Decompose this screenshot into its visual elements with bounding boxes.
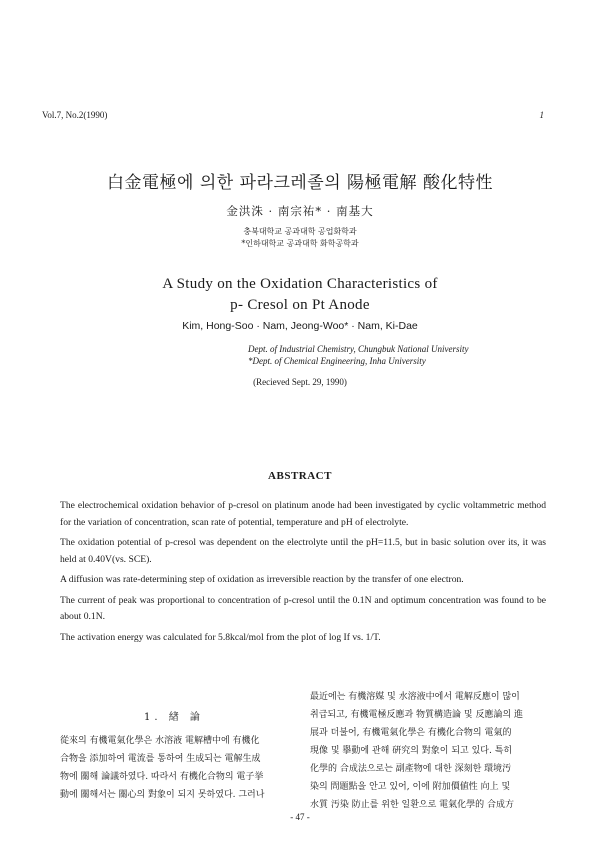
body-line: 現像 및 擧動에 관해 硏究의 對象이 되고 있다. 특히	[310, 746, 513, 756]
abstract-heading: ABSTRACT	[268, 470, 332, 482]
abstract-paragraph: The activation energy was calculated for 5.8kcal/mol from the plot of log If vs. 1/T.	[60, 631, 381, 643]
abstract-body	[60, 498, 546, 650]
page-number-top: 1	[539, 110, 544, 120]
body-line: 最近에는 有機溶媒 및 水溶液中에서 電解反應이 많이	[310, 692, 520, 702]
authors-english: Kim, Hong-Soo · Nam, Jeong-Woo* · Nam, Ki-Dae	[182, 320, 418, 332]
body-line: 化學的 合成法으로는 副產物에 대한 深刻한 環境汚	[310, 764, 512, 774]
body-line: 展과 더불어, 有機電氣化學은 有機化合物의 電氣的	[310, 728, 512, 738]
received-date: (Recieved Sept. 29, 1990)	[253, 377, 347, 387]
body-line: 物에 關해 論議하였다. 따라서 有機化合物의 電子挙	[60, 772, 264, 782]
body-line: 動에 關해서는 關心의 對象이 되지 못하였다. 그러나	[60, 790, 265, 800]
abstract-paragraph: The oxidation potential of p-cresol was dependent on the electrolyte until the pH=11.5, but in basic solution over its, it was held at 0.40V(vs. SCE).	[60, 537, 546, 565]
journal-citation: Vol.7, No.2(1990)	[42, 110, 108, 120]
affiliation-korean-1: 충북대학교 공과대학 공업화학과	[243, 227, 357, 236]
affiliation-english-2: *Dept. of Chemical Engineering, Inha University	[248, 356, 426, 366]
body-line: 染의 問題點을 안고 있어, 이에 附加價値性 向上 및	[310, 782, 511, 792]
title-english-line-2: p- Cresol on Pt Anode	[230, 297, 370, 313]
title-english-line-1: A Study on the Oxidation Characteristics of	[162, 276, 438, 292]
body-line: 合物을 添加하여 電流를 통하여 生成되는 電解生成	[60, 754, 261, 764]
abstract-paragraph: The current of peak was proportional to concentration of p-cresol until the 0.1N and optimum concentration was found to be about 0.1N.	[60, 594, 546, 622]
authors-korean: 金洪洙 · 南宗祐* · 南基大	[226, 204, 374, 218]
abstract-paragraph: A diffusion was rate-determining step of oxidation as irreversible reaction by the transfer of one electron.	[60, 574, 464, 585]
affiliation-english-1: Dept. of Industrial Chemistry, Chungbuk National University	[248, 344, 469, 354]
section-heading-introduction: 1. 緖 論	[144, 712, 204, 723]
affiliation-korean-2: *인하대학교 공과대학 화학공학과	[241, 239, 359, 248]
body-line: 취급되고, 有機電極反應과 物質構造論 및 反應論의 進	[310, 710, 524, 720]
abstract-paragraph: The electrochemical oxidation behavior of p-cresol on platinum anode had been investigated by cyclic voltammetric method for the variation of concentration, scan rate of potential, temperature and pH of electrolyte.	[60, 500, 546, 528]
title-korean: 白金電極에 의한 파라크레졸의 陽極電解 酸化特性	[107, 173, 493, 193]
body-line: 水質 汚染 防止를 위한 일환으로 電氣化學的 合成方	[310, 800, 515, 810]
title-english	[0, 274, 600, 316]
affiliations-english	[248, 343, 469, 367]
introduction-right-column	[310, 688, 546, 814]
page-number-footer: - 47 -	[290, 812, 310, 822]
introduction-left-column	[60, 732, 288, 804]
body-line: 從來의 有機電氣化學은 水溶液 電解槽中에 有機化	[60, 736, 260, 746]
